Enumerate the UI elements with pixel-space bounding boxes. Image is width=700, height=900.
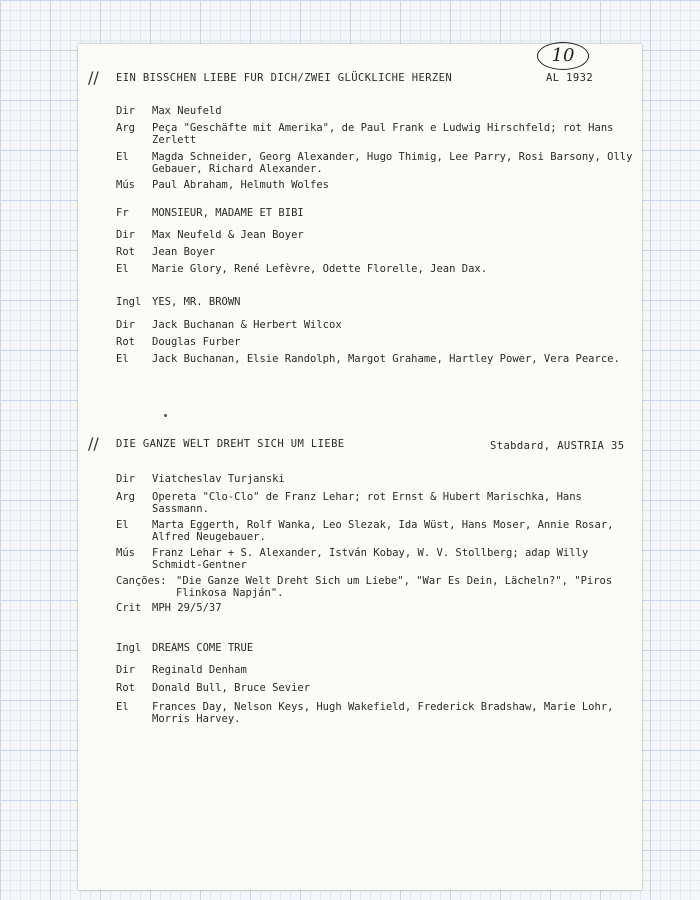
row-text: Jean Boyer	[152, 246, 216, 258]
row-label: Mús	[116, 547, 135, 559]
row-label: El	[116, 151, 129, 163]
row-label: Mús	[116, 179, 135, 191]
page-number: 10	[537, 42, 589, 70]
row-label: Dir	[116, 319, 135, 331]
row-label: Crit	[116, 602, 142, 614]
handwritten-mark: //	[88, 434, 99, 453]
row-label: Rot	[116, 682, 135, 694]
film2-ref: Stabdard, AUSTRIA 35	[490, 440, 625, 452]
row-text: "Die Ganze Welt Dreht Sich um Liebe", "War Es Dein, Lächeln?", "Piros Flinkosa Napján".	[176, 575, 613, 599]
row-label: Dir	[116, 105, 135, 117]
row-text: Marie Glory, René Lefèvre, Odette Florelle, Jean Dax.	[152, 263, 488, 275]
row-text: Jack Buchanan, Elsie Randolph, Margot Grahame, Hartley Power, Vera Pearce.	[152, 353, 620, 365]
row-label: Arg	[116, 122, 135, 134]
film2-title: DIE GANZE WELT DREHT SICH UM LIEBE	[116, 438, 345, 450]
row-text: Douglas Furber	[152, 336, 241, 348]
row-text: Max Neufeld	[152, 105, 222, 117]
row-text: Paul Abraham, Helmuth Wolfes	[152, 179, 330, 191]
row-text: YES, MR. BROWN	[152, 296, 241, 308]
row-text: MPH 29/5/37	[152, 602, 222, 614]
row-text: Peça "Geschäfte mit Amerika", de Paul Frank e Ludwig Hirschfeld; rot Hans Zerlett	[152, 122, 614, 146]
film1-ref: AL 1932	[546, 72, 594, 84]
row-label: Ingl	[116, 642, 142, 654]
row-label: Dir	[116, 229, 135, 241]
row-text: Viatcheslav Turjanski	[152, 473, 285, 485]
row-text: Donald Bull, Bruce Sevier	[152, 682, 311, 694]
row-text: Franz Lehar + S. Alexander, István Kobay, W. V. Stollberg; adap Willy Schmidt-Gentner	[152, 547, 589, 571]
film1-title: EIN BISSCHEN LIEBE FUR DICH/ZWEI GLÜCKLICHE HERZEN	[116, 72, 453, 84]
row-label: El	[116, 353, 129, 365]
row-text: Reginald Denham	[152, 664, 247, 676]
row-text: MONSIEUR, MADAME ET BIBI	[152, 207, 304, 219]
row-text: Magda Schneider, Georg Alexander, Hugo Thimig, Lee Parry, Rosi Barsony, Olly Gebauer, Richard Alexander.	[152, 151, 633, 175]
row-label: Rot	[116, 336, 135, 348]
ink-dot	[164, 414, 167, 417]
row-label: El	[116, 701, 129, 713]
handwritten-mark: //	[88, 68, 99, 87]
row-label: Fr	[116, 207, 129, 219]
row-text: Max Neufeld & Jean Boyer	[152, 229, 304, 241]
row-text: Marta Eggerth, Rolf Wanka, Leo Slezak, Ida Wüst, Hans Moser, Annie Rosar, Alfred Neugebauer.	[152, 519, 614, 543]
row-label: Ingl	[116, 296, 142, 308]
row-label: Arg	[116, 491, 135, 503]
row-label: Dir	[116, 473, 135, 485]
row-label: Dir	[116, 664, 135, 676]
row-text: Frances Day, Nelson Keys, Hugh Wakefield, Frederick Bradshaw, Marie Lohr, Morris Harvey.	[152, 701, 614, 725]
row-label: El	[116, 519, 129, 531]
row-label: El	[116, 263, 129, 275]
row-label: Canções:	[116, 575, 167, 587]
row-label: Rot	[116, 246, 135, 258]
row-text: Jack Buchanan & Herbert Wilcox	[152, 319, 342, 331]
row-text: Opereta "Clo-Clo" de Franz Lehar; rot Ernst & Hubert Marischka, Hans Sassmann.	[152, 491, 582, 515]
row-text: DREAMS COME TRUE	[152, 642, 254, 654]
